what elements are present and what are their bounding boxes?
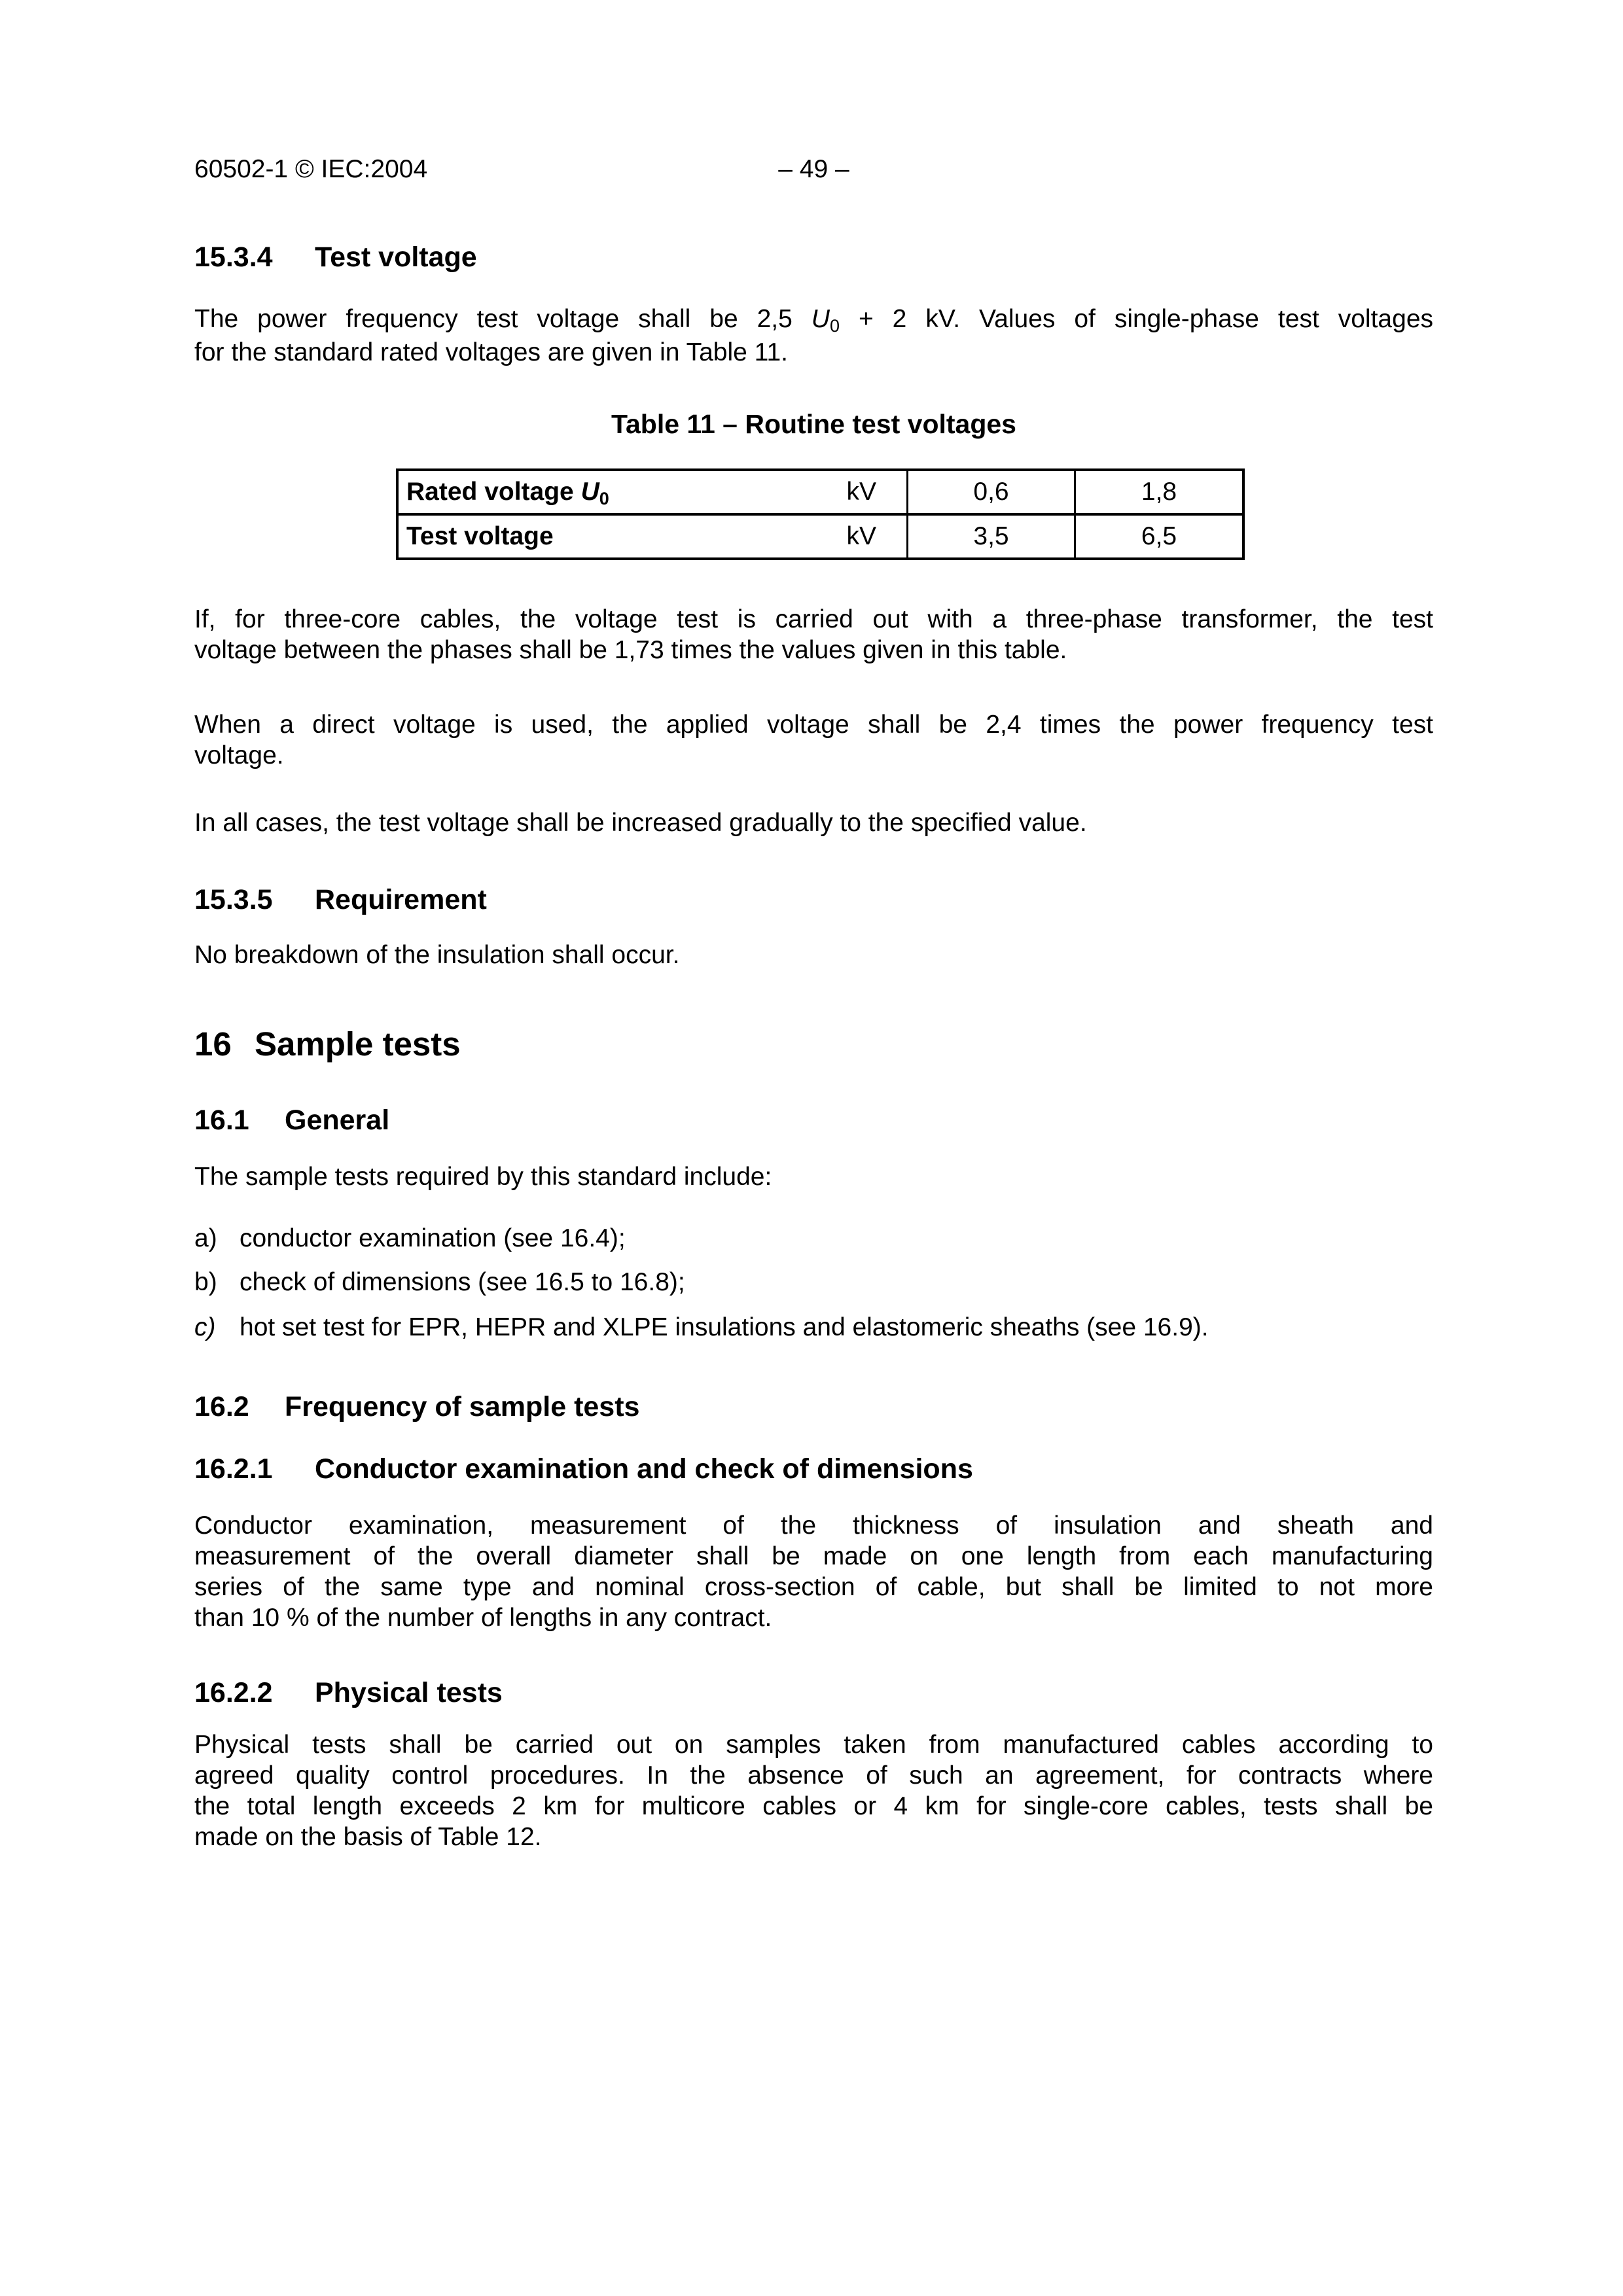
table-row-test-voltage bbox=[399, 513, 1242, 557]
paragraph-line: Conductor examination, measurement of the thickness of insulation and sheath and bbox=[194, 1511, 1433, 1540]
heading-16-2-2 bbox=[194, 1676, 1433, 1709]
heading-number: 15.3.5 bbox=[194, 884, 273, 915]
unit-label: kV bbox=[846, 478, 876, 506]
row-label: Rated voltage U0 bbox=[406, 478, 609, 508]
table-cell-value: 6,5 bbox=[1141, 522, 1177, 550]
heading-16 bbox=[194, 1025, 1433, 1063]
paragraph-line: When a direct voltage is used, the applied voltage shall be 2,4 times the power frequency test bbox=[194, 711, 1433, 739]
heading-16-2 bbox=[194, 1390, 1433, 1423]
unit-label: kV bbox=[846, 522, 876, 550]
paragraph-test-voltage-intro bbox=[194, 304, 1433, 368]
table-cell-value: 1,8 bbox=[1141, 478, 1177, 506]
list-item-text: check of dimensions (see 16.5 to 16.8); bbox=[240, 1268, 685, 1296]
voltage-symbol-subscript: 0 bbox=[599, 489, 609, 508]
heading-title: Sample tests bbox=[255, 1025, 461, 1063]
heading-number: 16.2.2 bbox=[194, 1677, 273, 1708]
table-11 bbox=[396, 468, 1245, 560]
document-reference: 60502-1 © IEC:2004 bbox=[194, 155, 428, 183]
paragraph-line: agreed quality control procedures. In the absence of such an agreement, for contracts where bbox=[194, 1761, 1433, 1790]
heading-number: 16.1 bbox=[194, 1104, 249, 1136]
paragraph-line: than 10 % of the number of lengths in any contract. bbox=[194, 1604, 772, 1632]
paragraph-direct-voltage bbox=[194, 709, 1433, 771]
table-cell-value: 0,6 bbox=[908, 471, 1076, 513]
page-number: – 49 – bbox=[778, 155, 849, 183]
table-cell-label bbox=[399, 471, 908, 513]
paragraph-conductor-examination bbox=[194, 1510, 1433, 1633]
heading-number: 16.2 bbox=[194, 1391, 249, 1422]
paragraph-line: voltage. bbox=[194, 741, 284, 769]
paragraph-physical-tests bbox=[194, 1729, 1433, 1852]
voltage-symbol-subscript: 0 bbox=[829, 316, 840, 336]
heading-title: Requirement bbox=[315, 884, 487, 915]
heading-15-3-4 bbox=[194, 241, 1433, 274]
heading-title: Conductor examination and check of dimensions bbox=[315, 1453, 973, 1485]
list-item-text: hot set test for EPR, HEPR and XLPE insulations and elastomeric sheaths (see 16.9). bbox=[240, 1313, 1209, 1341]
heading-number: 16 bbox=[194, 1025, 232, 1063]
paragraph-no-breakdown: No breakdown of the insulation shall occur. bbox=[194, 941, 680, 969]
list-item-label: c) bbox=[194, 1313, 216, 1341]
heading-number: 15.3.4 bbox=[194, 241, 273, 273]
heading-16-1 bbox=[194, 1104, 1433, 1137]
heading-title: Test voltage bbox=[315, 241, 477, 273]
voltage-symbol-U: U bbox=[811, 305, 830, 333]
table-row-rated-voltage bbox=[399, 471, 1242, 513]
table-cell-label bbox=[399, 516, 908, 557]
paragraph-line: made on the basis of Table 12. bbox=[194, 1823, 542, 1851]
list-item-label: a) bbox=[194, 1224, 217, 1252]
heading-15-3-5 bbox=[194, 883, 1433, 916]
table-cell-value: 3,5 bbox=[908, 516, 1076, 557]
list-item-c bbox=[194, 1312, 1433, 1343]
list-item-b bbox=[194, 1267, 1433, 1298]
paragraph-line: The power frequency test voltage shall be 2,5 U0 + 2 kV. Values of single-phase test voltages bbox=[194, 305, 1434, 336]
list-item-text: conductor examination (see 16.4); bbox=[240, 1224, 626, 1252]
list-item-label: b) bbox=[194, 1268, 217, 1296]
paragraph-line: for the standard rated voltages are given in Table 11. bbox=[194, 338, 788, 366]
paragraph-line: Physical tests shall be carried out on samples taken from manufactured cables according to bbox=[194, 1731, 1433, 1759]
paragraph-line: the total length exceeds 2 km for multicore cables or 4 km for single-core cables, tests shall be bbox=[194, 1792, 1433, 1820]
paragraph-line: If, for three-core cables, the voltage test is carried out with a three-phase transformer, the test bbox=[194, 605, 1433, 633]
list-item-a bbox=[194, 1223, 1433, 1254]
table-11-title: Table 11 – Routine test voltages bbox=[611, 409, 1016, 439]
row-label: Test voltage bbox=[406, 522, 554, 550]
paragraph-sample-include: The sample tests required by this standard include: bbox=[194, 1163, 772, 1191]
heading-title: Physical tests bbox=[315, 1677, 503, 1708]
heading-16-2-1 bbox=[194, 1453, 1433, 1485]
paragraph-three-core bbox=[194, 604, 1433, 665]
paragraph-line: measurement of the overall diameter shall be made on one length from each manufacturing bbox=[194, 1542, 1433, 1570]
paragraph-all-cases: In all cases, the test voltage shall be increased gradually to the specified value. bbox=[194, 809, 1087, 837]
heading-number: 16.2.1 bbox=[194, 1453, 273, 1485]
paragraph-line: series of the same type and nominal cross-section of cable, but shall be limited to not more bbox=[194, 1573, 1433, 1601]
paragraph-line: voltage between the phases shall be 1,73 times the values given in this table. bbox=[194, 636, 1067, 664]
voltage-symbol-U: U bbox=[580, 478, 599, 506]
heading-title: General bbox=[285, 1104, 390, 1136]
heading-title: Frequency of sample tests bbox=[285, 1391, 640, 1422]
